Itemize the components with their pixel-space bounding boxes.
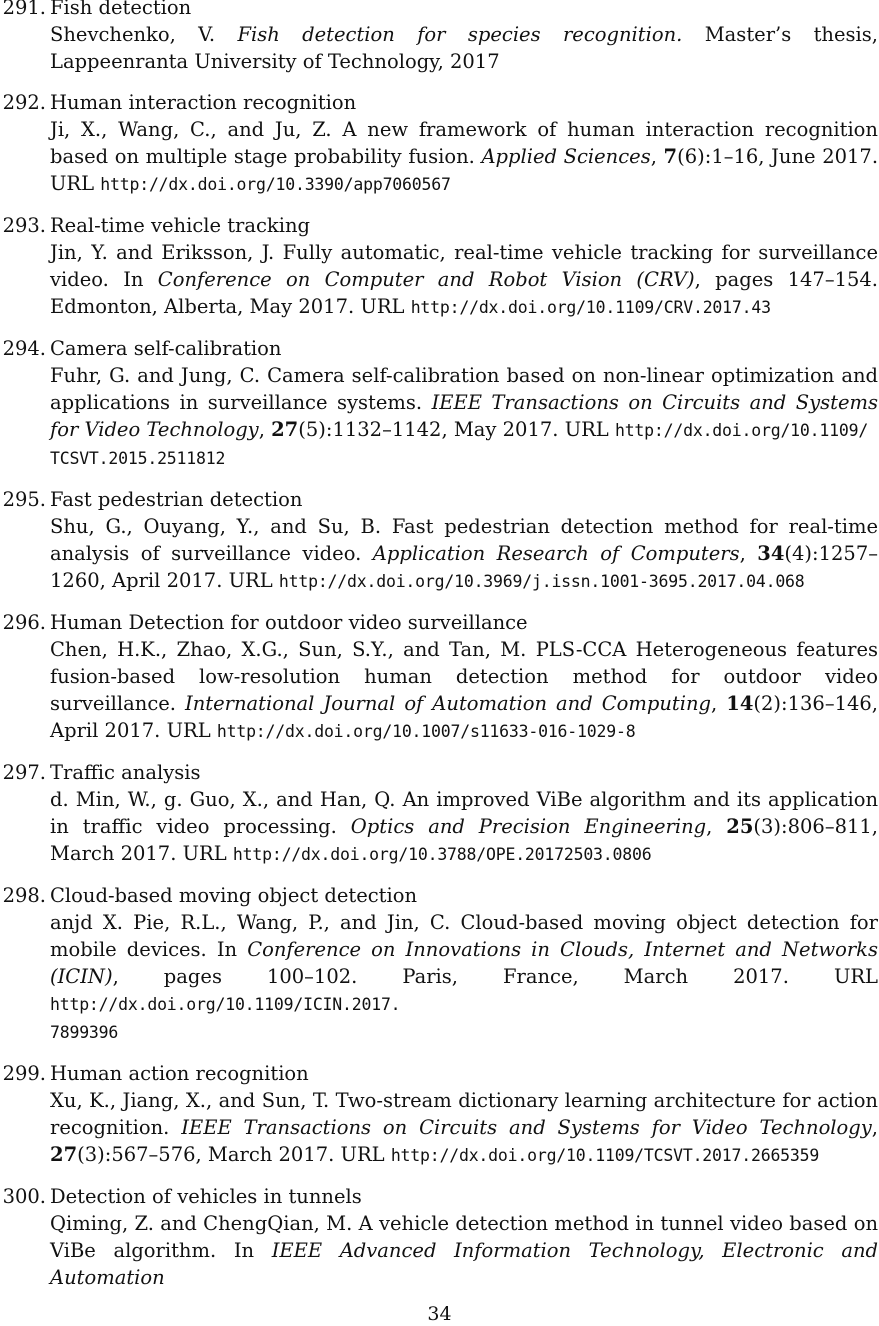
citation-journal: Applied Sciences (481, 145, 651, 168)
bib-entry-296 (0, 609, 879, 745)
citation-conference: IEEE Advanced Information Technology, Electronic and Automation (50, 1239, 879, 1289)
entry-number: 292. (2, 91, 46, 114)
citation-url-link[interactable]: http://dx.doi.org/10.3788/OPE.20172503.0806 (232, 845, 652, 864)
citation-volume: 7 (663, 145, 678, 168)
url-label: URL (360, 295, 405, 318)
citation-title: A new framework of human interaction recognition based on multiple stage probability fusion. (50, 118, 878, 168)
citation-journal: Application Research of Computers (372, 542, 740, 565)
citation-volume: 14 (726, 692, 754, 715)
url-label: URL (166, 719, 211, 742)
url-part-2: TCSVT.2015.2511812 (50, 449, 226, 468)
entry-citation (50, 21, 878, 75)
citation-authors: Shevchenko, V. (50, 23, 216, 46)
citation-title: Fish detection for species recognition. (237, 23, 683, 46)
url-label: URL (564, 418, 609, 441)
entry-citation (50, 909, 878, 1046)
entry-citation: Chen, H.K., Zhao, X.G., Sun, S.Y., and Tan, M. PLS-CCA Heterogeneous features fusion-based low-resolution human detection method for outdoor video surveillance. International Journal of Automation and Computing, 14(2):136–146, April 2017. URL http://dx.doi.org/10.1007/s11633-016-1029-8 (50, 638, 878, 742)
citation-details: , pages 147–154. Edmonton, Alberta, May 2017. (50, 268, 879, 318)
bib-entry-295 (0, 486, 879, 595)
citation-volume: 34 (757, 542, 785, 565)
entry-number: 298. (2, 884, 46, 907)
bib-entry-300 (0, 1183, 879, 1291)
in-label: In (216, 938, 238, 961)
citation-journal: IEEE Transactions on Circuits and Systems for Video Technology (181, 1116, 872, 1139)
citation-authors: Xu, K., Jiang, X., and Sun, T. (50, 1089, 330, 1112)
entry-topic: Human action recognition (50, 1062, 309, 1085)
citation-authors: Jin, Y. and Eriksson, J. (50, 241, 275, 264)
citation-details: (4):1257–1260, April 2017. (50, 542, 878, 592)
citation-details: (5):1132–1142, May 2017. (298, 418, 559, 441)
url-label: URL (228, 569, 273, 592)
bib-entry-299 (0, 1060, 879, 1169)
entry-citation (50, 1210, 878, 1291)
bib-entry-298 (0, 882, 879, 1046)
url-part-1: http://dx.doi.org/10.1109/ (614, 421, 869, 440)
entry-number: 300. (2, 1185, 46, 1208)
entry-topic: Fast pedestrian detection (50, 488, 303, 511)
entry-topic: Human Detection for outdoor video surveillance (50, 611, 528, 634)
entry-citation: Shu, G., Ouyang, Y., and Su, B. Fast pedestrian detection method for real-time analysis of surveillance video. Application Research of Computers, 34(4):1257–1260, April 2017. URL http://dx.doi.org/10.3969/j.issn.1001-3695.2017.04.068 (50, 515, 879, 592)
entry-topic: Fish detection (50, 0, 192, 19)
citation-authors: Shu, G., Ouyang, Y., and Su, B. (50, 515, 382, 538)
entry-number: 294. (2, 337, 46, 360)
in-label: In (233, 1239, 255, 1262)
entry-citation: Xu, K., Jiang, X., and Sun, T. Two-stream dictionary learning architecture for action recognition. IEEE Transactions on Circuits and Systems for Video Technology, 27(3):567–576, March 2017. URL http://dx.doi.org/10.1109/TCSVT.2017.2665359 (50, 1089, 878, 1166)
url-part-1: http://dx.doi.org/10.1109/ICIN.2017. (50, 995, 401, 1014)
bib-entry-297 (0, 759, 879, 868)
entry-topic: Camera self-calibration (50, 337, 282, 360)
entry-number: 297. (2, 761, 46, 784)
entry-citation: Ji, X., Wang, C., and Ju, Z. A new framework of human interaction recognition based on multiple stage probability fusion. Applied Sciences, 7(6):1–16, June 2017. URL http://dx.doi.org/10.3390/app7060567 (50, 118, 879, 195)
in-label: In (123, 268, 144, 291)
citation-url-link[interactable]: http://dx.doi.org/10.1109/TCSVT.2017.2665359 (390, 1146, 820, 1165)
bib-entry-291 (0, 0, 879, 75)
citation-volume: 25 (726, 815, 754, 838)
url-label: URL (340, 1143, 385, 1166)
citation-authors: anjd X. Pie, R.L., Wang, P., and Jin, C. (50, 911, 451, 934)
citation-conference: Conference on Innovations in Clouds, Internet and Networks (ICIN) (50, 938, 879, 988)
citation-journal: IEEE Transactions on Circuits and Systems for Video Technology (50, 391, 878, 441)
entry-number: 291. (2, 0, 46, 19)
bib-entry-293 (0, 212, 879, 321)
citation-title: Two-stream dictionary learning architecture for action recognition. (50, 1089, 878, 1139)
entry-number: 293. (2, 214, 46, 237)
citation-authors: d. Min, W., g. Guo, X., and Han, Q. (50, 788, 396, 811)
citation-journal: Optics and Precision Engineering (350, 815, 707, 838)
entry-number: 295. (2, 488, 46, 511)
citation-details: (3):806–811, March 2017. (50, 815, 878, 865)
citation-title: Cloud-based moving object detection for mobile devices. (50, 911, 878, 961)
citation-url-link[interactable]: http://dx.doi.org/10.1109/CRV.2017.43 (410, 298, 771, 317)
citation-url-link[interactable]: http://dx.doi.org/10.3390/app7060567 (100, 175, 451, 194)
citation-authors: Qiming, Z. and ChengQian, M. (50, 1212, 353, 1235)
citation-details: , pages 100–102. Paris, France, March 2017. (112, 965, 789, 988)
citation-details: (6):1–16, June 2017. (677, 145, 879, 168)
citation-url-link[interactable]: http://dx.doi.org/10.3969/j.issn.1001-3695.2017.04.068 (278, 572, 805, 591)
citation-title: Fully automatic, real-time vehicle tracking for surveillance video. (50, 241, 879, 291)
citation-title: Camera self-calibration based on non-linear optimization and applications in surveillance systems. (50, 364, 879, 414)
entry-number: 296. (2, 611, 46, 634)
entry-topic: Real-time vehicle tracking (50, 214, 311, 237)
entry-number: 299. (2, 1062, 46, 1085)
citation-title: An improved ViBe algorithm and its application in traffic video processing. (50, 788, 878, 838)
citation-conference: Conference on Computer and Robot Vision (CRV) (157, 268, 695, 291)
citation-journal: International Journal of Automation and Computing (185, 692, 712, 715)
entry-citation: d. Min, W., g. Guo, X., and Han, Q. An improved ViBe algorithm and its application in traffic video processing. Optics and Precision Engineering, 25(3):806–811, March 2017. URL http://dx.doi.org/10.3788/OPE.20172503.0806 (50, 788, 878, 865)
citation-venue: Master’s thesis, Lappeenranta University of Technology, 2017 (50, 23, 878, 73)
bib-entry-292 (0, 89, 879, 198)
bib-entry-294 (0, 335, 879, 472)
entry-topic: Human interaction recognition (50, 91, 357, 114)
url-label: URL (50, 172, 95, 195)
url-label: URL (833, 965, 879, 988)
citation-authors: Fuhr, G. and Jung, C. (50, 364, 261, 387)
citation-volume: 27 (50, 1143, 78, 1166)
entry-citation: Fuhr, G. and Jung, C. Camera self-calibration based on non-linear optimization and applications in surveillance systems. IEEE Transactions on Circuits and Systems for Video Technology, 27(5):1132–1142, May 2017. URL http://dx.doi.org/10.1109/ TCSVT.2015.2511812 (50, 364, 879, 468)
citation-authors: Chen, H.K., Zhao, X.G., Sun, S.Y., and Tan, M. (50, 638, 527, 661)
citation-details: (3):567–576, March 2017. (77, 1143, 335, 1166)
citation-url-link[interactable]: http://dx.doi.org/10.1007/s11633-016-1029-8 (216, 722, 636, 741)
citation-authors: Ji, X., Wang, C., and Ju, Z. (50, 118, 332, 141)
url-label: URL (182, 842, 227, 865)
citation-title: A vehicle detection method in tunnel video based on ViBe algorithm. (50, 1212, 879, 1262)
citation-title: PLS-CCA Heterogeneous features fusion-based low-resolution human detection method for outdoor video surveillance. (50, 638, 878, 715)
citation-url-link[interactable] (50, 995, 400, 1042)
entry-citation (50, 239, 878, 321)
url-part-2: 7899396 (50, 1023, 119, 1042)
page-number: 34 (427, 1303, 452, 1325)
entry-topic: Detection of vehicles in tunnels (50, 1185, 362, 1208)
citation-title: Fast pedestrian detection method for real-time analysis of surveillance video. (50, 515, 879, 565)
citation-volume: 27 (271, 418, 299, 441)
citation-details: (2):136–146, April 2017. (50, 692, 878, 742)
entry-topic: Traffic analysis (50, 761, 201, 784)
entry-topic: Cloud-based moving object detection (50, 884, 418, 907)
